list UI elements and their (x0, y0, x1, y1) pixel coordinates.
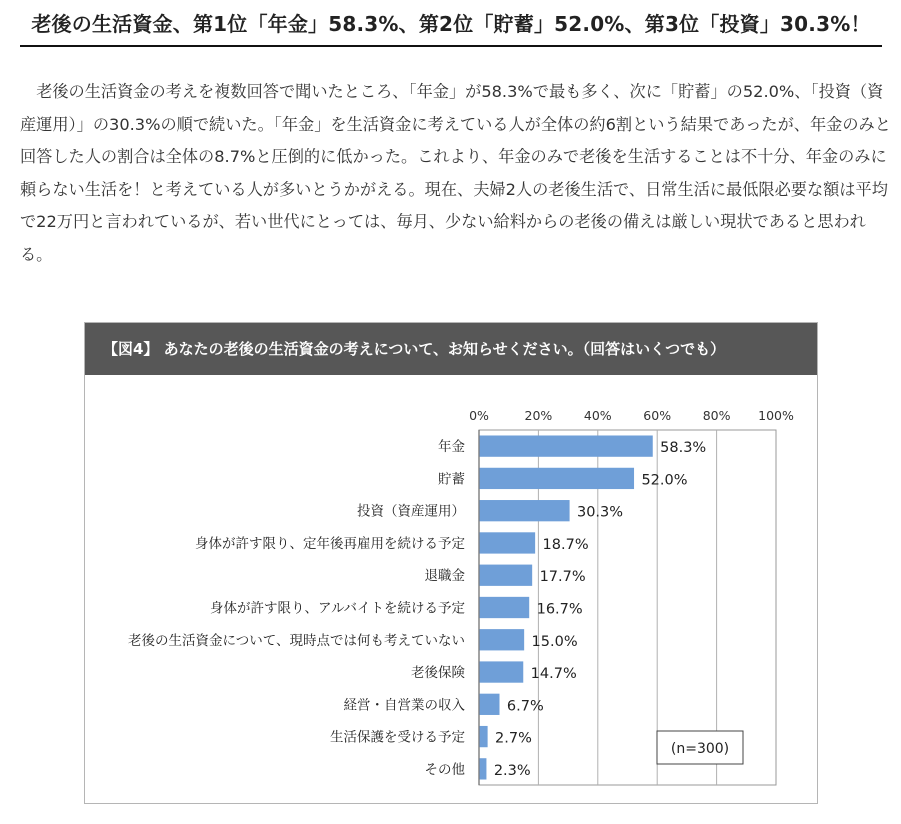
value-label-5: 16.7% (536, 601, 583, 618)
value-label-7: 14.7% (530, 666, 577, 683)
tick-label-40: 40% (583, 408, 612, 423)
bar-4 (480, 565, 533, 586)
category-label-4: 退職金 (424, 568, 465, 585)
category-label-7: 老後保険 (411, 665, 465, 682)
tick-label-0: 0% (469, 408, 489, 423)
value-label-6: 15.0% (531, 633, 578, 650)
category-label-10: その他 (424, 761, 465, 778)
category-label-8: 経営・自営業の収入 (343, 697, 465, 714)
value-label-0: 58.3% (660, 440, 707, 457)
bar-1 (480, 468, 634, 489)
bar-8 (480, 694, 500, 715)
bar-6 (480, 629, 525, 650)
value-label-1: 52.0% (641, 472, 688, 489)
bar-5 (480, 597, 530, 618)
value-label-9: 2.7% (495, 730, 532, 747)
value-label-8: 6.7% (506, 698, 544, 715)
bar-0 (480, 435, 653, 456)
figure-header: 【図4】 あなたの老後の生活資金の考えについて、お知らせください。（回答はいくつでも） (85, 323, 817, 375)
bar-9 (480, 726, 488, 747)
headline: 老後の生活資金、第1位「年金」58.3%、第2位「貯蓄」52.0%、第3位「投資」30.3%！ (20, 8, 882, 47)
bar-7 (480, 661, 524, 682)
category-label-6: 老後の生活資金について、現時点では何も考えていない (128, 632, 465, 649)
bar-3 (480, 532, 536, 553)
value-label-10: 2.3% (493, 762, 531, 779)
tick-label-80: 80% (702, 408, 731, 423)
figure-panel (84, 322, 818, 804)
category-label-5: 身体が許す限り、アルバイトを続ける予定 (209, 600, 465, 617)
body-paragraph: 老後の生活資金の考えを複数回答で聞いたところ、「年金」が58.3%で最も多く、次に「貯蓄」の52.0%、「投資（資産運用）」の30.3%の順で続いた。「年金」を生活資金に考えている人が全体の約6割という結果であったが、年金のみと回答した人の割合は全体の8.7%と圧倒的に低かった。これより、年金のみで老後を生活することは不十分、年金のみに頼らない生活を！と考えている人が多いとうかがえる。現在、夫婦2人の老後生活で、日常生活に最低限必要な額は平均で22万円と言われているが、若い世代にとっては、毎月、少ない給料からの老後の備えは厳しい現状であると思われる。 (20, 82, 891, 264)
sample-size-label: (n=300) (670, 741, 730, 757)
category-label-0: 年金 (438, 439, 465, 456)
tick-label-60: 60% (643, 408, 672, 423)
tick-label-100: 100% (758, 408, 794, 423)
tick-label-20: 20% (524, 408, 553, 423)
category-label-3: 身体が許す限り、定年後再雇用を続ける予定 (195, 535, 465, 552)
value-label-2: 30.3% (576, 504, 624, 521)
category-label-9: 生活保護を受ける予定 (330, 729, 465, 746)
category-label-2: 投資（資産運用） (357, 503, 465, 520)
bar-2 (480, 500, 570, 521)
category-label-1: 貯蓄 (438, 471, 465, 488)
value-label-4: 17.7% (539, 569, 586, 586)
bar-10 (480, 758, 487, 779)
value-label-3: 18.7% (542, 536, 589, 553)
bar-chart (85, 323, 817, 803)
